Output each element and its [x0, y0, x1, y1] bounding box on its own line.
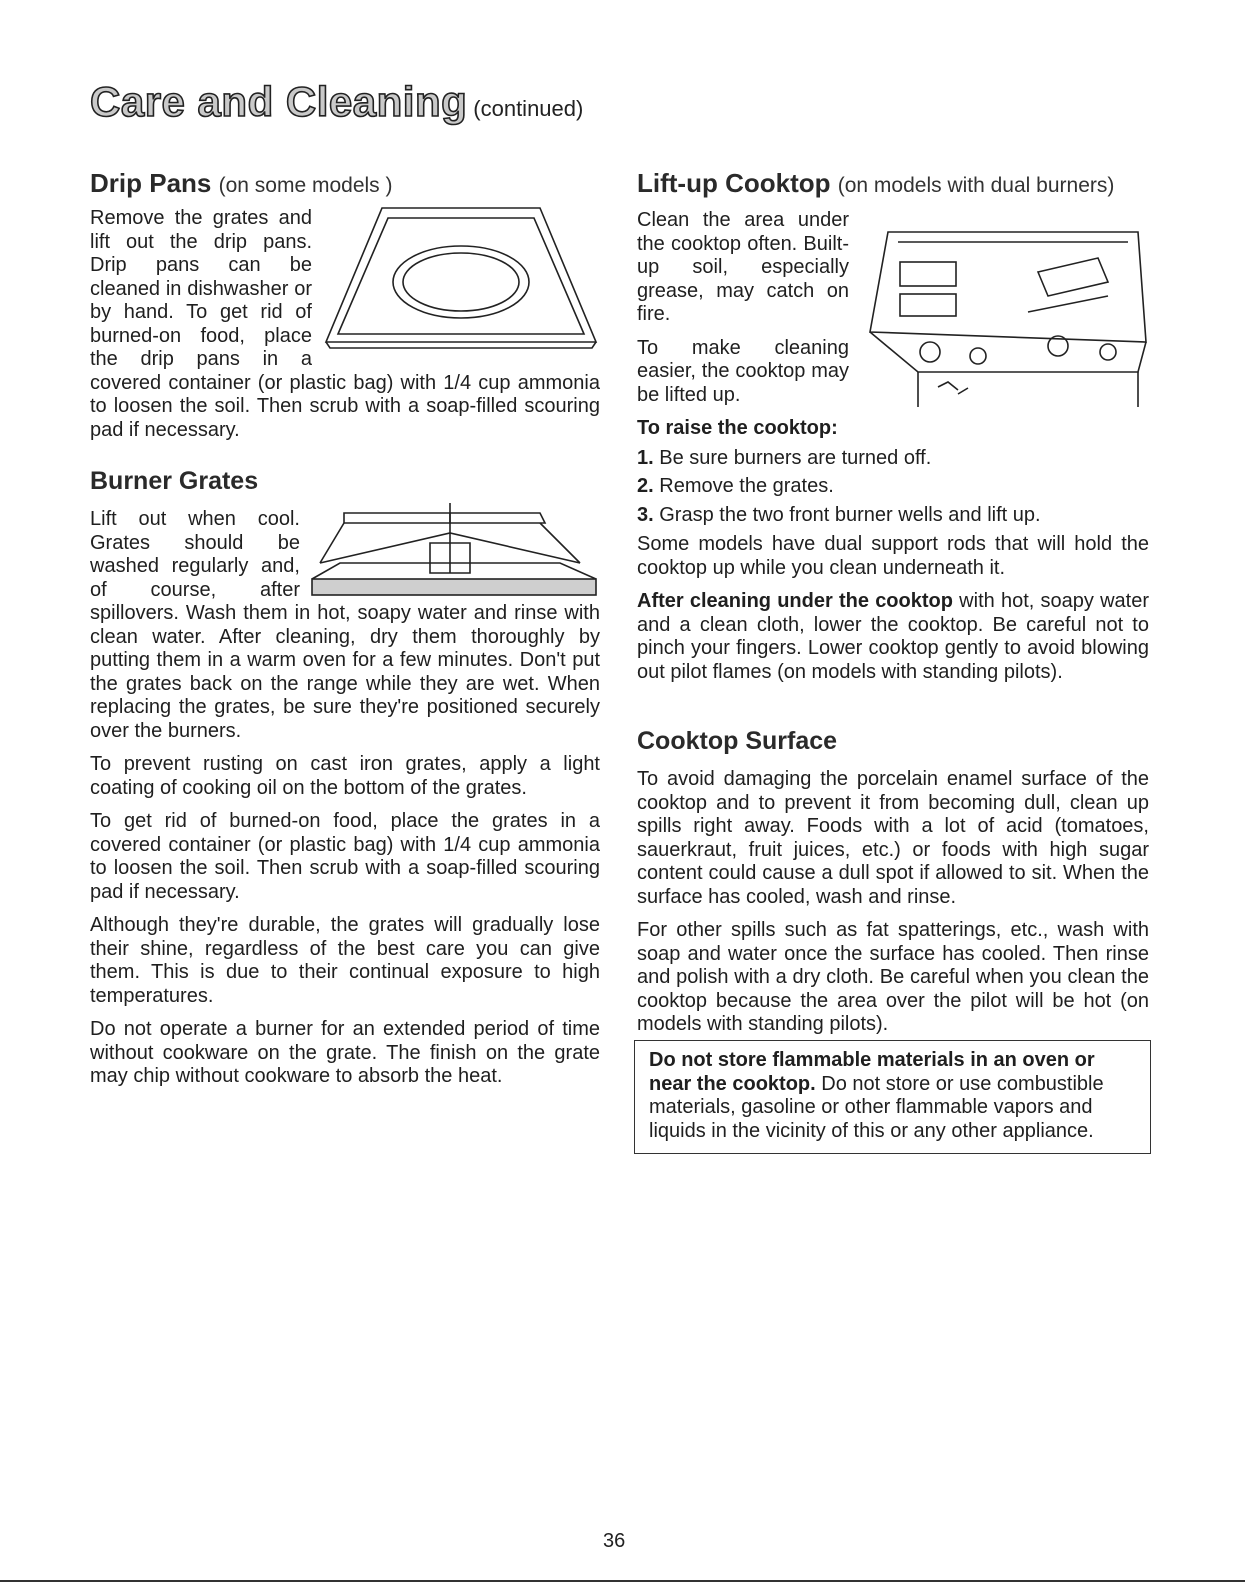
raise-cooktop-label: To raise the cooktop: — [637, 417, 838, 439]
drip-pans-paragraph: Remove the grates and lift out the drip pans. Drip pans can be cleaned in dishwasher or by hand. To get rid of burned-on food, place the drip pans in a covered container (or plastic bag) with 1/4 cup ammonia to loosen the soil. Then scrub with a soap-filled scouring pad if necessary. — [90, 207, 600, 441]
liftup-cooktop-paragraph-1: Clean the area under the cooktop often. Built-up soil, especially grease, may catch on fire. — [637, 209, 849, 325]
step-number: 2. — [637, 475, 654, 497]
liftup-cooktop-paragraph-4 — [637, 590, 1149, 684]
burner-grates-text — [90, 508, 600, 1099]
list-item — [637, 504, 1149, 528]
drip-pans-text — [90, 207, 600, 452]
cooktop-surface-paragraph-1: To avoid damaging the porcelain enamel surface of the cooktop and to prevent it from becoming dull, clean up spills right away. Foods with a lot of acid (tomatoes, sauerkraut, fruit juices, etc.) or foods with high sugar content could cause a dull spot if allowed to sit. When the surface has cooled, wash and rinse. — [637, 768, 1149, 908]
page-title-text: Care and Cleaning — [90, 78, 468, 125]
liftup-cooktop-note: (on models with dual burners) — [837, 174, 1115, 197]
warning-bold-text: Do not store flammable materials in an oven or near the cooktop. — [649, 1049, 1095, 1095]
cooktop-surface-text — [637, 768, 1149, 1047]
warning-text: Do not store or use combustible materials, gasoline or other flammable vapors and liquids in the vicinity of this or any other appliance. — [649, 1072, 1104, 1142]
liftup-cooktop-paragraph-2: To make cleaning easier, the cooktop may be lifted up. — [637, 336, 849, 406]
step-text: Remove the grates. — [659, 475, 834, 497]
drip-pans-note: (on some models ) — [218, 174, 393, 197]
step-number: 3. — [637, 503, 654, 526]
page-title-continued: (continued) — [473, 96, 584, 121]
step-text: Grasp the two front burner wells and lift up. — [659, 503, 1041, 526]
cooktop-surface-heading: Cooktop Surface — [637, 727, 838, 755]
after-cleaning-text: with hot, soapy water and a clean cloth, lower the cooktop. Be careful not to pinch your fingers. Lower cooktop gently to avoid blowing out pilot flames (on models with standing pilots). — [637, 590, 1149, 683]
raise-cooktop-steps — [637, 447, 1149, 528]
liftup-cooktop-paragraph-3: Some models have dual support rods that will hold the cooktop up while you clean underneath it. — [637, 533, 1149, 579]
after-cleaning-bold: After cleaning under the cooktop — [637, 590, 953, 612]
list-item — [637, 475, 1149, 499]
liftup-cooktop-heading — [637, 168, 1114, 199]
burner-grates-paragraph-4: Although they're durable, the grates will gradually lose their shine, regardless of the best care you can give them. This is due to their continual exposure to high temperatures. — [90, 914, 600, 1007]
drip-pans-heading — [90, 168, 393, 199]
burner-grates-paragraph-2: To prevent rusting on cast iron grates, apply a light coating of cooking oil on the bottom of the grates. — [90, 753, 600, 799]
step-number: 1. — [637, 446, 654, 469]
burner-grates-heading: Burner Grates — [90, 467, 259, 495]
drip-pans-title: Drip Pans — [90, 168, 212, 198]
liftup-cooktop-title: Lift-up Cooktop — [637, 168, 831, 198]
cooktop-surface-paragraph-2: For other spills such as fat spatterings, etc., wash with soap and water once the surface has cooled. Then rinse and polish with a dry cloth. Be careful when you clean the cooktop because the area over the pilot will be hot (on models with standing pilots). — [637, 919, 1149, 1035]
liftup-cooktop-text — [637, 209, 1149, 694]
bottom-rule — [0, 1580, 1245, 1582]
burner-grates-paragraph-1: Lift out when cool. Grates should be washed regularly and, of course, after spillovers. Wash them in hot, soapy water and rinse with clean water. After cleaning, dry them thoroughly by putting them in a warm oven for a few minutes. Don't put the grates back on the range while they are wet. When replacing the grates, be sure they're positioned securely over the burners. — [90, 508, 600, 742]
flammable-warning-box — [634, 1040, 1151, 1154]
step-text: Be sure burners are turned off. — [659, 446, 932, 469]
list-item — [637, 447, 1149, 471]
burner-grates-paragraph-3: To get rid of burned-on food, place the grates in a covered container (or plastic bag) with 1/4 cup ammonia to loosen the soil. Then scrub with a soap-filled scouring pad if necessary. — [90, 810, 600, 903]
burner-grates-paragraph-5: Do not operate a burner for an extended period of time without cookware on the grate. The finish on the grate may chip without cookware to absorb the heat. — [90, 1018, 600, 1087]
page-title — [90, 78, 583, 126]
page-number: 36 — [603, 1530, 626, 1552]
